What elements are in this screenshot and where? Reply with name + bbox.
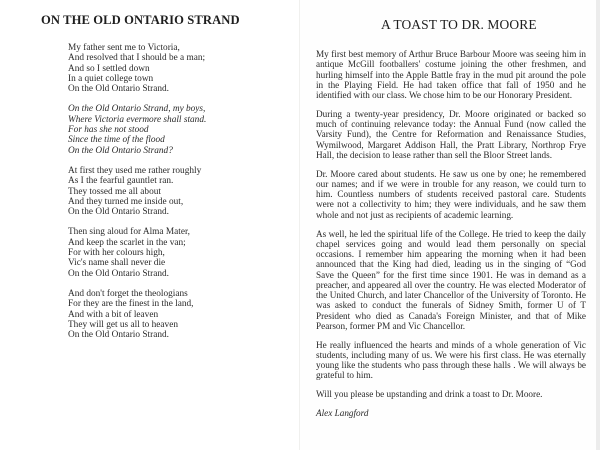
toast-paragraph: During a twenty-year presidency, Dr. Moore originated or backed so much of continuing relevance today: the Annual Fund (now called the Varsity Fund), the Centre for Reformation and Renaissance Studies, Wymilwood, Margaret Addison Hall, the Pratt Library, Northrop Frye Hall, the decision to lease rather than sell the Bloor Street lands. bbox=[316, 108, 586, 160]
chorus-line: Where Victoria evermore shall stand. bbox=[68, 114, 207, 125]
poem-line: At first they used me rather roughly bbox=[68, 165, 202, 176]
poem-line: And don't forget the theologians bbox=[68, 288, 188, 299]
poem-line: And they turned me inside out, bbox=[68, 196, 184, 207]
poem-line: In a quiet college town bbox=[68, 73, 154, 84]
page-edge bbox=[596, 0, 600, 450]
poem-stanza bbox=[68, 289, 293, 340]
toast-closing: Will you please be upstanding and drink a toast to Dr. Moore. bbox=[316, 389, 543, 400]
toast-paragraph: He really influenced the hearts and minds of a whole generation of Vic students, including many of us. We were his first class. He was eternally young like the students who pass through these halls . We will always be grateful to him. bbox=[316, 339, 586, 381]
poem-line: They tossed me all about bbox=[68, 186, 161, 197]
poem-stanza bbox=[68, 43, 293, 94]
poem-line: And resolved that I should be a man; bbox=[68, 53, 206, 64]
poem-line: On the Old Ontario Strand. bbox=[68, 207, 169, 218]
chorus-line: On the Old Ontario Strand? bbox=[68, 145, 173, 156]
poem-chorus bbox=[68, 104, 293, 155]
poem-stanza bbox=[68, 166, 293, 217]
poem-line: On the Old Ontario Strand. bbox=[68, 330, 169, 341]
toast-title: A TOAST TO DR. MOORE bbox=[381, 17, 537, 32]
poem-line: As I the fearful gauntlet ran. bbox=[68, 176, 174, 187]
poem-line: On the Old Ontario Strand. bbox=[68, 84, 169, 95]
toast-paragraph: As well, he led the spiritual life of the College. He tried to keep the daily chapel services going and would lead them personally on special occasions. I remember him appearing the morning when it had been announced that the King had died, leading us in the singing of “God Save the Queen” for the first time since 1901. He was in demand as a preacher, and appeared all over the country. He was elected Moderator of the United Church, and later Chancellor of the University of Toronto. He was asked to conduct the funerals of Sidney Smith, former U of T President who died as Canada's Foreign Minister, and that of Mike Pearson, former PM and Vic Chancellor. bbox=[316, 228, 586, 331]
signature: Alex Langford bbox=[316, 408, 369, 419]
toast-paragraph: Dr. Moore cared about students. He saw us one by one; he remembered our names; and if we were in trouble for any reason, we could turn to him. Countless numbers of students received pastoral care. Students were not a collectivity to him; they were individuals, and he saw them whole and not just as recipients of academic learning. bbox=[316, 168, 586, 220]
poem-line: And keep the scarlet in the van; bbox=[68, 237, 186, 248]
poem-line: And so I settled down bbox=[68, 63, 150, 74]
poem-line: For they are the finest in the land, bbox=[68, 299, 194, 310]
poem-line: My father sent me to Victoria, bbox=[68, 43, 180, 53]
toast-body bbox=[316, 49, 586, 427]
poem-line: On the Old Ontario Strand. bbox=[68, 268, 169, 279]
poem-body bbox=[68, 43, 293, 350]
poem-line: For with her colours high, bbox=[68, 248, 165, 259]
toast-paragraph: My first best memory of Arthur Bruce Barbour Moore was seeing him in antique McGill footballers' costume joining the other freshmen, and hurling himself into the Apple Battle fray in the mud pit around the pole in the Playing Field. He had taken office that fall of 1950 and he identified with our class. We chose him to be our Honorary President. bbox=[316, 49, 586, 100]
poem-line: They will get us all to heaven bbox=[68, 319, 178, 330]
poem-stanza bbox=[68, 227, 293, 278]
chorus-line: Since the time of the flood bbox=[68, 135, 165, 146]
chorus-line: On the Old Ontario Strand, my boys, bbox=[68, 104, 206, 115]
poem-line: Then sing aloud for Alma Mater, bbox=[68, 227, 191, 238]
chorus-line: For has she not stood bbox=[68, 125, 149, 136]
poem-line: And with a bit of leaven bbox=[68, 309, 159, 320]
poem-line: Vic's name shall never die bbox=[68, 258, 166, 269]
poem-title: ON THE OLD ONTARIO STRAND bbox=[41, 13, 240, 27]
